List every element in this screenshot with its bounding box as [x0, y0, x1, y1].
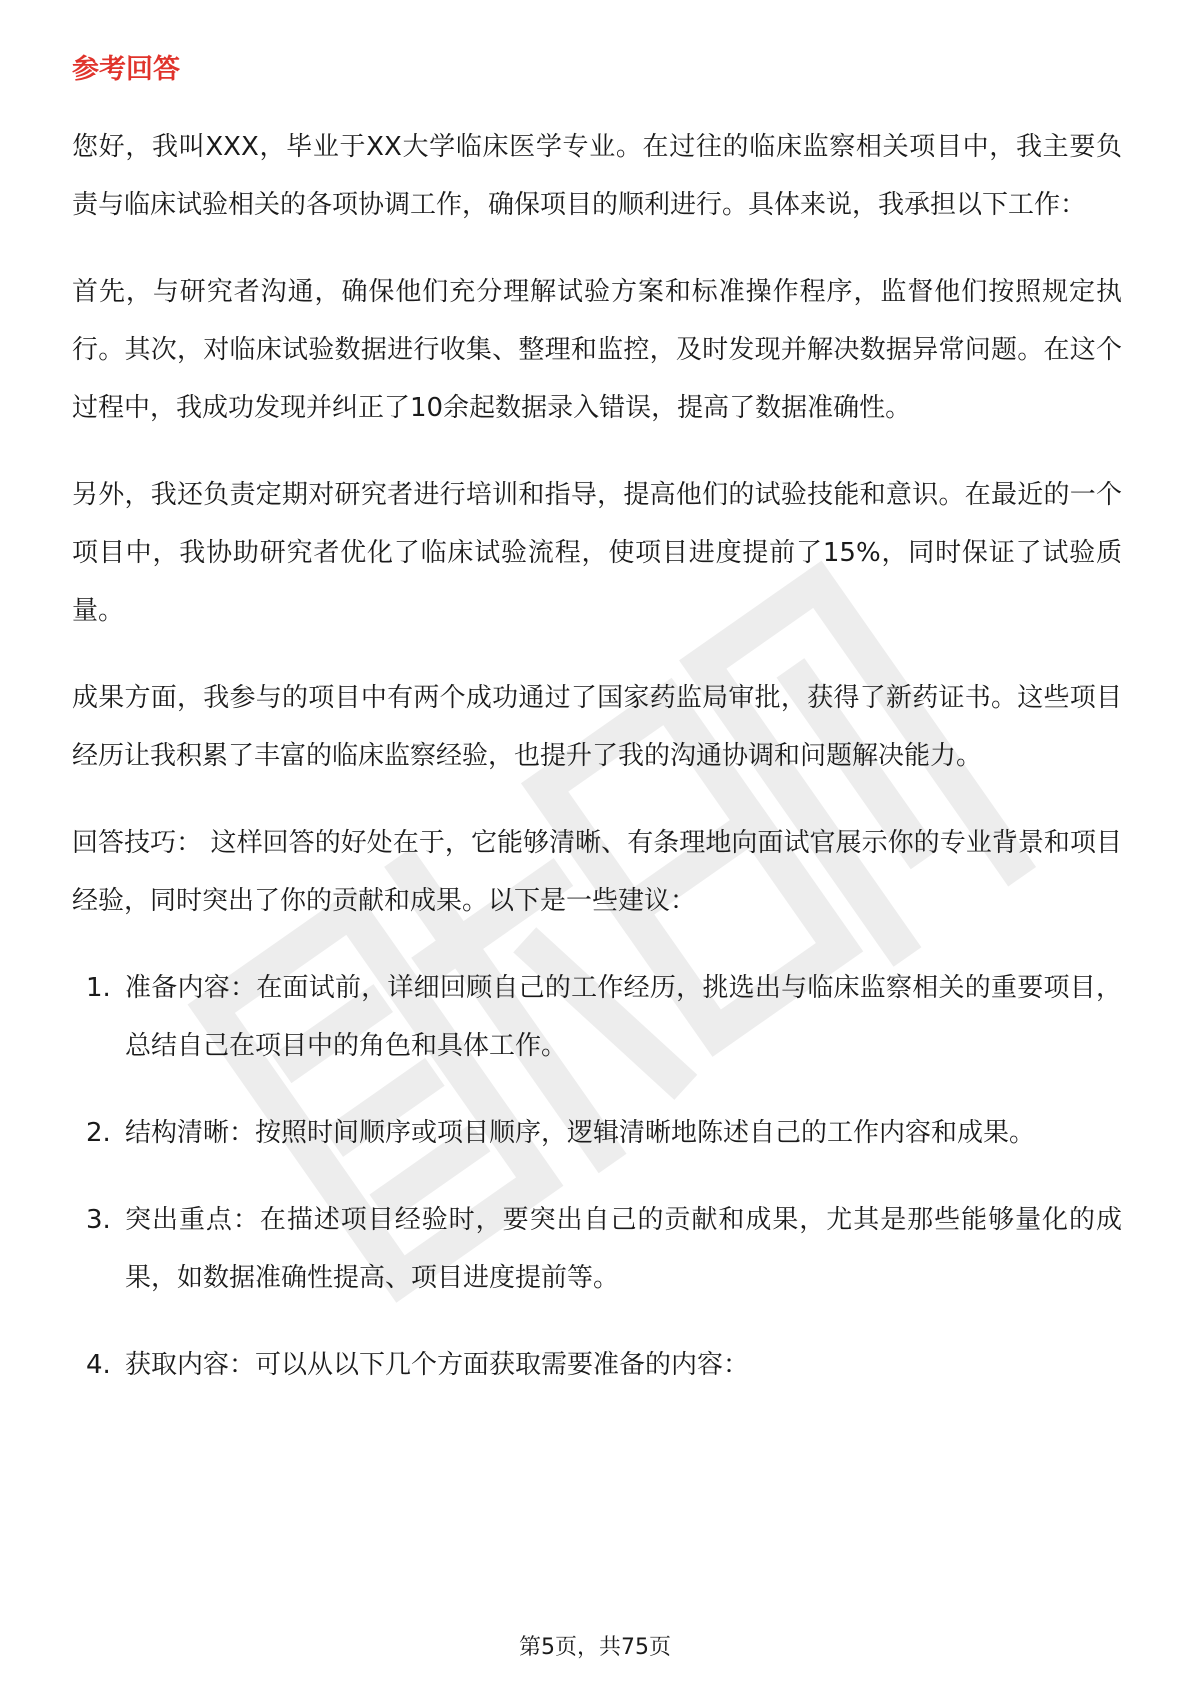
list-item	[72, 1191, 1122, 1307]
tips-list	[72, 959, 1122, 1394]
list-number: 3.	[86, 1205, 111, 1235]
list-number: 4.	[86, 1350, 111, 1380]
list-item	[72, 959, 1122, 1075]
list-item	[72, 1104, 1122, 1162]
paragraph-tips: 回答技巧： 这样回答的好处在于，它能够清晰、有条理地向面试官展示你的专业背景和项目经验，同时突出了你的贡献和成果。以下是一些建议：	[72, 828, 1122, 916]
list-item-text: 结构清晰：按照时间顺序或项目顺序，逻辑清晰地陈述自己的工作内容和成果。	[125, 1118, 1036, 1148]
list-number: 2.	[86, 1118, 111, 1148]
paragraph-intro: 您好，我叫XXX，毕业于XX大学临床医学专业。在过往的临床监察相关项目中，我主要负责与临床试验相关的各项协调工作，确保项目的顺利进行。具体来说，我承担以下工作：	[72, 132, 1122, 220]
list-number: 1.	[86, 973, 111, 1003]
list-item-text: 获取内容：可以从以下几个方面获取需要准备的内容：	[125, 1350, 750, 1380]
paragraph-results: 成果方面，我参与的项目中有两个成功通过了国家药监局审批，获得了新药证书。这些项目经历让我积累了丰富的临床监察经验，也提升了我的沟通协调和问题解决能力。	[72, 683, 1122, 771]
main-content	[72, 118, 1122, 1423]
list-item-text: 准备内容：在面试前，详细回顾自己的工作经历，挑选出与临床监察相关的重要项目，总结自己在项目中的角色和具体工作。	[125, 973, 1122, 1061]
page-number-footer: 第5页，共75页	[519, 1635, 671, 1660]
section-heading: 参考回答	[72, 54, 180, 85]
paragraph-duties: 首先，与研究者沟通，确保他们充分理解试验方案和标准操作程序，监督他们按照规定执行。其次，对临床试验数据进行收集、整理和监控，及时发现并解决数据异常问题。在这个过程中，我成功发现并纠正了10余起数据录入错误，提高了数据准确性。	[72, 277, 1122, 423]
paragraph-training: 另外，我还负责定期对研究者进行培训和指导，提高他们的试验技能和意识。在最近的一个项目中，我协助研究者优化了临床试验流程，使项目进度提前了15%，同时保证了试验质量。	[72, 480, 1122, 626]
list-item-text: 突出重点：在描述项目经验时，要突出自己的贡献和成果，尤其是那些能够量化的成果，如数据准确性提高、项目进度提前等。	[125, 1205, 1122, 1293]
list-item	[72, 1336, 1122, 1394]
